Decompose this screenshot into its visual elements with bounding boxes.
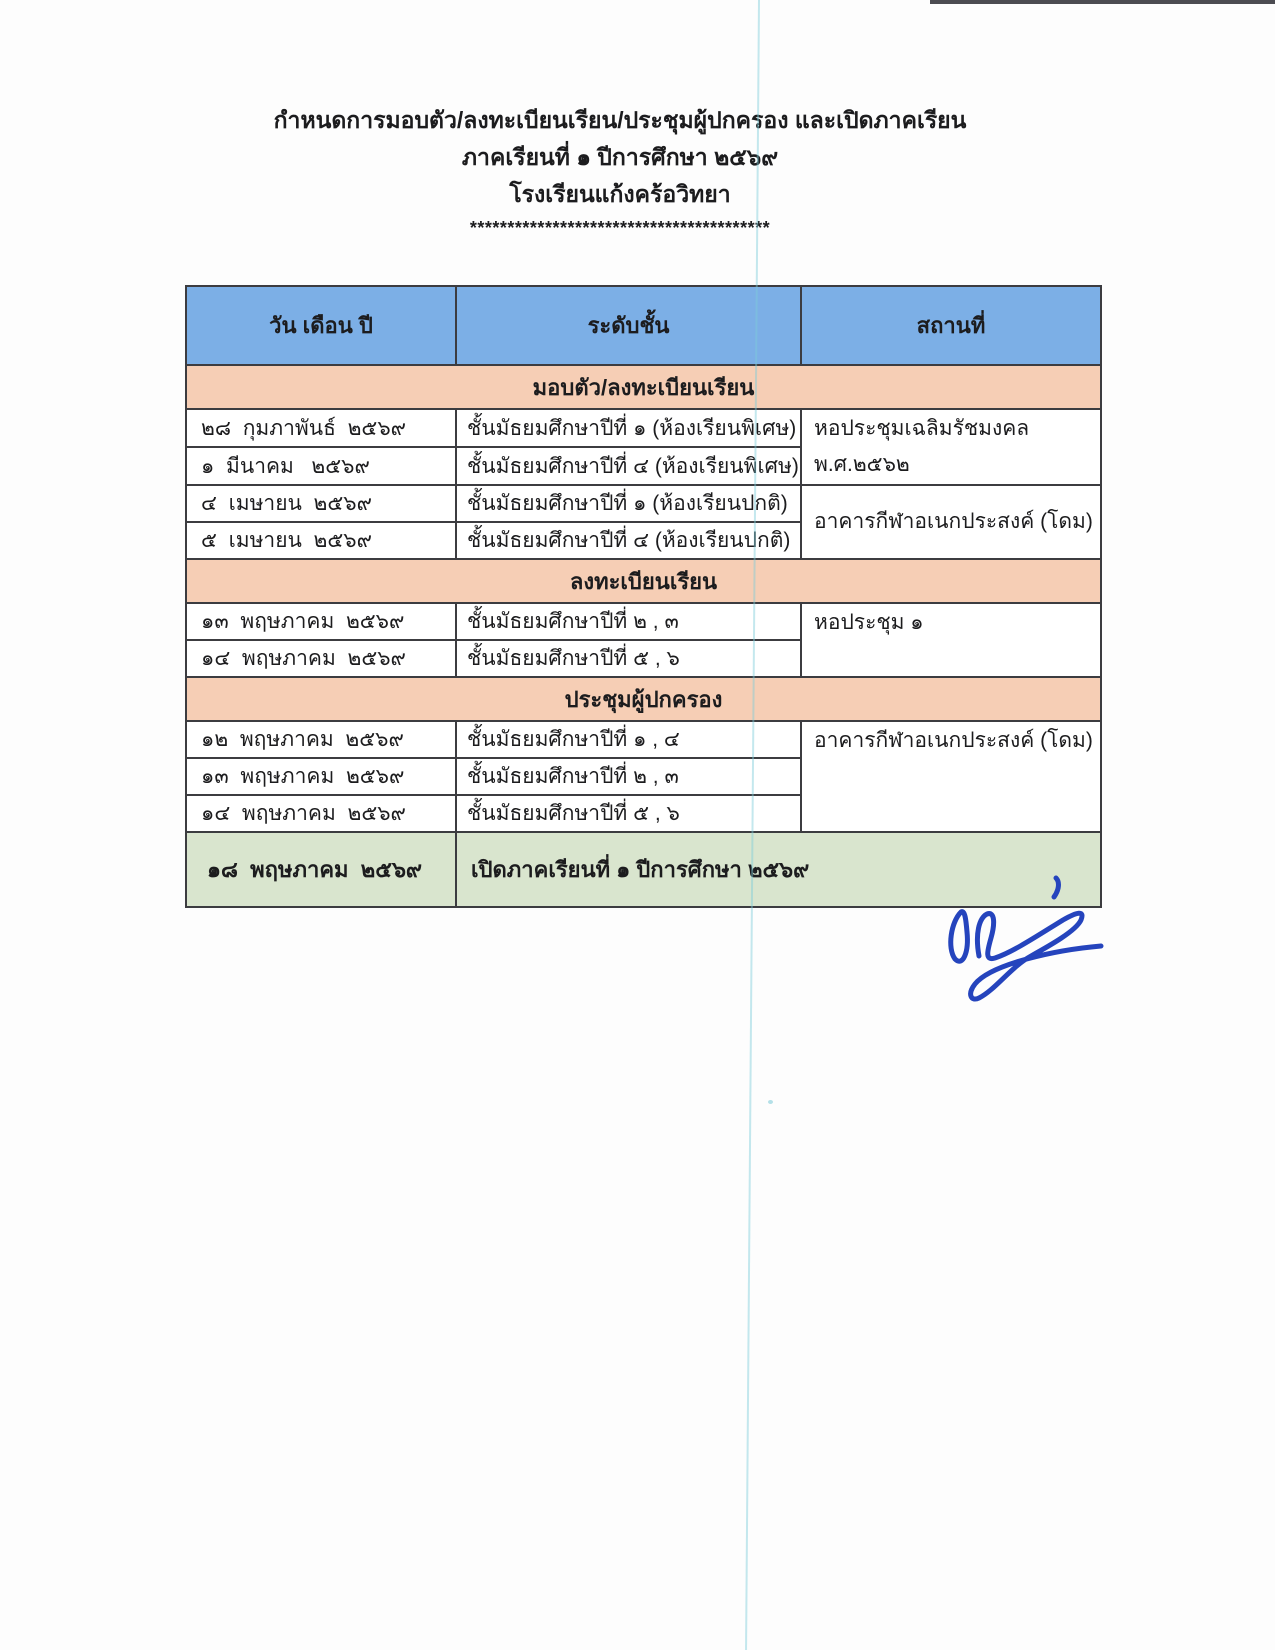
date-cell: ๑๒ พฤษภาคม ๒๕๖๙ <box>186 721 456 758</box>
col-header-date: วัน เดือน ปี <box>186 286 456 365</box>
date-cell: ๒๘ กุมภาพันธ์ ๒๕๖๙ <box>186 409 456 447</box>
location-cell: อาคารกีฬาอเนกประสงค์ (โดม) <box>801 721 1101 832</box>
semester-opening-label: เปิดภาคเรียนที่ ๑ ปีการศึกษา ๒๕๖๙ <box>456 832 1101 907</box>
location-cell: หอประชุม ๑ <box>801 603 1101 677</box>
location-line: พ.ศ.๒๕๖๒ <box>814 453 910 476</box>
grade-cell: ชั้นมัธยมศึกษาปีที่ ๑ (ห้องเรียนพิเศษ) <box>456 409 801 447</box>
document-subtitle-semester: ภาคเรียนที่ ๑ ปีการศึกษา ๒๕๖๙ <box>461 144 779 170</box>
section-header-label: ประชุมผู้ปกครอง <box>186 677 1101 721</box>
scan-artifact-top-edge <box>930 0 1275 4</box>
scan-artifact-dot <box>768 1100 773 1104</box>
grade-cell: ชั้นมัธยมศึกษาปีที่ ๕ , ๖ <box>456 795 801 832</box>
grade-cell: ชั้นมัธยมศึกษาปีที่ ๔ (ห้องเรียนปกติ) <box>456 522 801 559</box>
grade-cell: ชั้นมัธยมศึกษาปีที่ ๒ , ๓ <box>456 758 801 795</box>
grade-cell: ชั้นมัธยมศึกษาปีที่ ๕ , ๖ <box>456 640 801 677</box>
date-cell: ๑๔ พฤษภาคม ๒๕๖๙ <box>186 795 456 832</box>
location-line: หอประชุมเฉลิมรัชมงคล <box>814 417 1030 440</box>
date-cell: ๕ เมษายน ๒๕๖๙ <box>186 522 456 559</box>
table-header-row <box>186 286 1101 365</box>
signature-scribble <box>935 872 1115 1007</box>
location-cell: อาคารกีฬาอเนกประสงค์ (โดม) <box>801 485 1101 559</box>
grade-cell: ชั้นมัธยมศึกษาปีที่ ๑ (ห้องเรียนปกติ) <box>456 485 801 522</box>
date-cell: ๔ เมษายน ๒๕๖๙ <box>186 485 456 522</box>
location-cell <box>801 409 1101 485</box>
section-header-parent-meeting <box>186 677 1101 721</box>
col-header-location: สถานที่ <box>801 286 1101 365</box>
date-cell: ๑๓ พฤษภาคม ๒๕๖๙ <box>186 758 456 795</box>
document-header <box>0 102 1240 241</box>
grade-cell: ชั้นมัธยมศึกษาปีที่ ๒ , ๓ <box>456 603 801 640</box>
date-cell: ๑๔ พฤษภาคม ๒๕๖๙ <box>186 640 456 677</box>
grade-cell: ชั้นมัธยมศึกษาปีที่ ๑ , ๔ <box>456 721 801 758</box>
date-cell: ๑๘ พฤษภาคม ๒๕๖๙ <box>186 832 456 907</box>
col-header-grade: ระดับชั้น <box>456 286 801 365</box>
asterisk-divider: **************************************** <box>469 218 771 238</box>
table-row <box>186 721 1101 758</box>
table-row <box>186 485 1101 522</box>
document-subtitle-school: โรงเรียนแก้งคร้อวิทยา <box>509 181 731 207</box>
section-header-registration <box>186 559 1101 603</box>
date-cell: ๑ มีนาคม ๒๕๖๙ <box>186 447 456 485</box>
table-row <box>186 409 1101 447</box>
section-header-enrollment <box>186 365 1101 409</box>
section-header-label: มอบตัว/ลงทะเบียนเรียน <box>186 365 1101 409</box>
section-header-label: ลงทะเบียนเรียน <box>186 559 1101 603</box>
schedule-table <box>185 285 1102 908</box>
table-row <box>186 603 1101 640</box>
grade-cell: ชั้นมัธยมศึกษาปีที่ ๔ (ห้องเรียนพิเศษ) <box>456 447 801 485</box>
date-cell: ๑๓ พฤษภาคม ๒๕๖๙ <box>186 603 456 640</box>
document-title: กำหนดการมอบตัว/ลงทะเบียนเรียน/ประชุมผู้ปกครอง และเปิดภาคเรียน <box>273 107 967 133</box>
